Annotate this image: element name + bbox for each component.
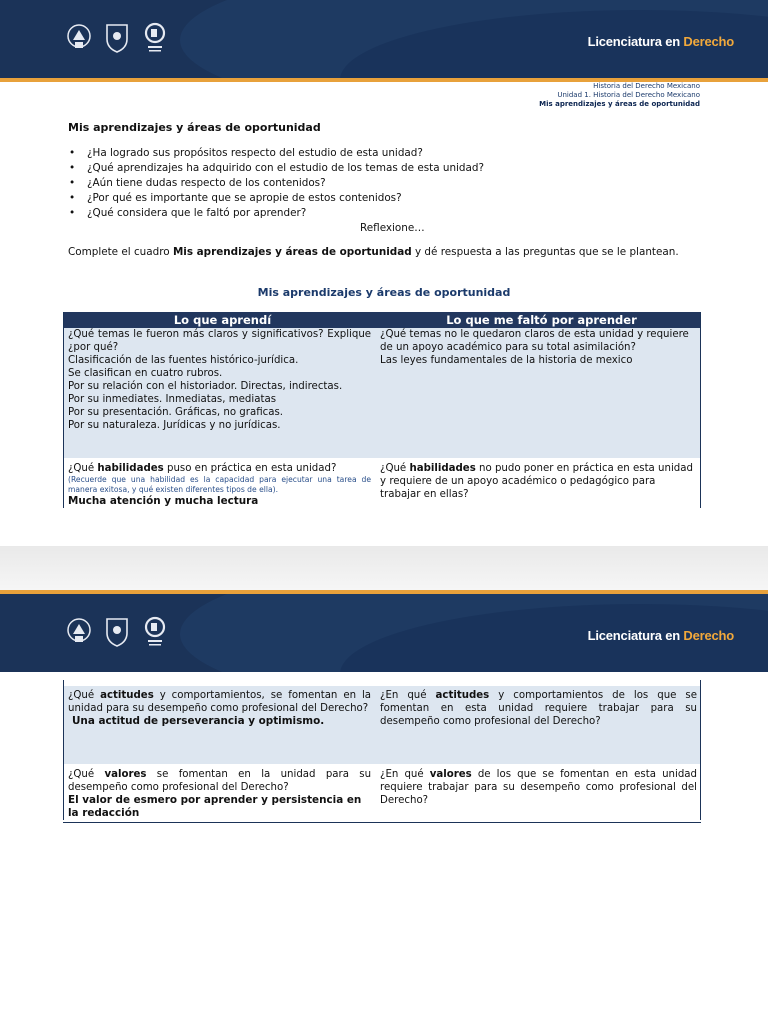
open-education-logo-icon (142, 22, 168, 54)
institution-logos (66, 22, 168, 54)
cell-skills-missing: ¿Qué habilidades no pudo poner en práctica en esta unidad y requiere de un apoyo académico o pedagógico para trabajar en ellas? (380, 463, 693, 500)
header-banner (0, 0, 768, 78)
table-row (63, 764, 701, 823)
learning-table-continued (63, 672, 701, 823)
program-brand: Licenciatura en Derecho (587, 628, 734, 643)
breadcrumb-current: Mis aprendizajes y áreas de oportunidad (539, 100, 700, 108)
reflect-text: Reflexione… (360, 222, 425, 234)
cell-values-fostered: ¿Qué valores se fomentan en la unidad para su desempeño como profesional del Derecho? El valor de esmero por aprender y persistencia en la redacción (68, 769, 372, 819)
cell-values-to-work: ¿En qué valores de los que se fomentan en esta unidad requiere trabajar para su desempeño como profesional del Derecho? (380, 769, 697, 806)
list-item: • ¿Qué considera que le faltó por aprender? (68, 206, 484, 221)
learning-table (63, 312, 701, 514)
reflection-questions (68, 146, 484, 221)
table-header (63, 312, 701, 328)
program-brand: Licenciatura en Derecho (587, 34, 734, 49)
list-item: • ¿Qué aprendizajes ha adquirido con el estudio de los temas de esta unidad? (68, 161, 484, 176)
cell-skills-applied: ¿Qué habilidades puso en práctica en esta unidad? (Recuerde que una habilidad es la capacidad para ejecutar una tarea de manera exitosa, y qué existen diferentes tipos de ella). Mucha atención y mucha lectura (68, 463, 372, 507)
table-title: Mis aprendizajes y áreas de oportunidad (257, 286, 511, 299)
shield-icon (104, 22, 130, 54)
list-item: • ¿Aún tiene dudas respecto de los contenidos? (68, 176, 484, 191)
unam-seal-icon (66, 22, 92, 54)
open-education-logo-icon (142, 616, 168, 648)
list-item: • ¿Por qué es importante que se apropie de estos contenidos? (68, 191, 484, 206)
shield-icon (104, 616, 130, 648)
page-separator (0, 546, 768, 590)
section-title: Mis aprendizajes y áreas de oportunidad (68, 121, 321, 134)
cell-missing-topics: ¿Qué temas no le quedaron claros de esta unidad y requiere de un apoyo académico para su total asimilación? Las leyes fundamentales de la historia de mexico (380, 329, 689, 366)
cell-learned-topics: ¿Qué temas le fueron más claros y significativos? Explique ¿por qué? Clasificación de las fuentes histórico-jurídica. Se clasifican en cuatro rubros. Por su relación con el historiador. Directas, indirectas. Por su inmediates. Inmediatas, mediatas Por su presentación. Gráficas, no graficas. Por su naturaleza. Jurídicas y no jurídicas. (68, 329, 372, 431)
table-row (63, 458, 701, 514)
instruction-text: Complete el cuadro Mis aprendizajes y áreas de oportunidad y dé respuesta a las preguntas que se le plantean. (68, 246, 679, 258)
header-banner (0, 594, 768, 672)
table-row (63, 686, 701, 764)
list-item: • ¿Ha logrado sus propósitos respecto del estudio de esta unidad? (68, 146, 484, 161)
column-header-missing: Lo que me faltó por aprender (446, 313, 637, 327)
breadcrumb-unit: Unidad 1. Historia del Derecho Mexicano (557, 91, 700, 99)
cell-attitudes-fostered: ¿Qué actitudes y comportamientos, se fomentan en la unidad para su desempeño como profesional del Derecho? Una actitud de perseverancia y optimismo. (68, 690, 372, 727)
unam-seal-icon (66, 616, 92, 648)
institution-logos (66, 616, 168, 648)
table-row (63, 328, 701, 458)
breadcrumb (539, 82, 700, 109)
cell-attitudes-to-work: ¿En qué actitudes y comportamientos de los que se fomentan en esta unidad requiere trabajar para su desempeño como profesional del Derecho? (380, 690, 698, 727)
breadcrumb-course: Historia del Derecho Mexicano (593, 82, 700, 90)
column-header-learned: Lo que aprendí (173, 313, 272, 327)
